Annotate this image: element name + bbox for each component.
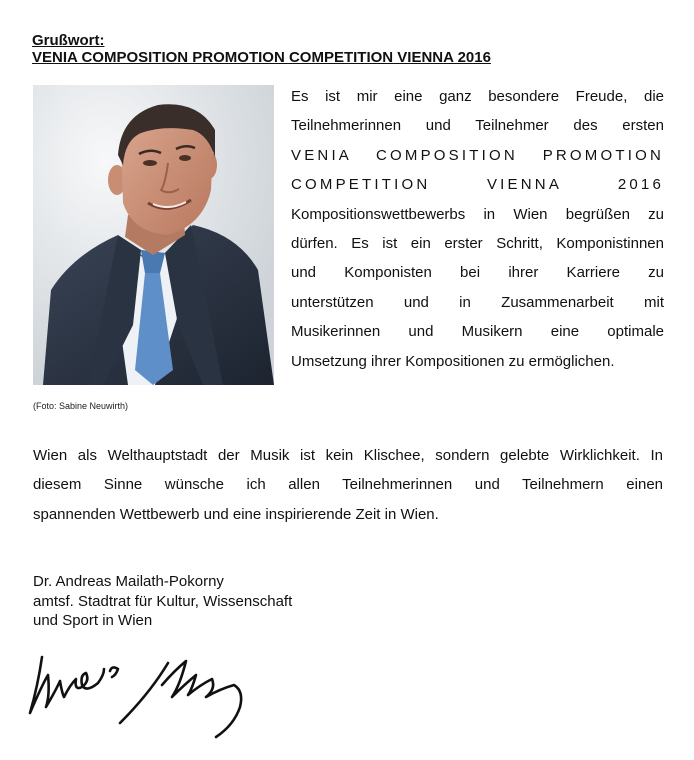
signatory-title-line2: und Sport in Wien	[33, 612, 153, 629]
intro-line: Kompositionswettbewerbs in Wien begrüßen zu	[291, 205, 664, 223]
signatory-name: Dr. Andreas Mailath-Pokorny	[33, 573, 224, 590]
signatory-title-line1: amtsf. Stadtrat für Kultur, Wissenschaft	[33, 592, 293, 610]
intro-line: Musikerinnen und Musikern eine optimale	[291, 323, 664, 341]
portrait-photo	[33, 85, 274, 385]
handwritten-signature	[20, 645, 270, 740]
signatory-block	[33, 572, 292, 631]
intro-line: und Komponisten bei ihrer Karriere zu	[291, 264, 664, 282]
intro-line: Umsetzung ihrer Kompositionen zu ermöglichen.	[291, 352, 615, 370]
body-line: spannenden Wettbewerb und eine inspirierende Zeit in Wien.	[33, 505, 439, 523]
intro-paragraph	[291, 82, 664, 376]
intro-line: COMPETITION VIENNA 2016	[291, 176, 664, 194]
intro-line: Teilnehmerinnen und Teilnehmer des ersten	[291, 117, 664, 135]
intro-line: Es ist mir eine ganz besondere Freude, die	[291, 88, 664, 105]
body-paragraph	[33, 441, 663, 529]
intro-line: dürfen. Es ist ein erster Schritt, Komponistinnen	[291, 235, 664, 253]
heading	[32, 32, 491, 66]
heading-label: Grußwort:	[32, 32, 105, 49]
heading-title: VENIA COMPOSITION PROMOTION COMPETITION VIENNA 2016	[32, 49, 491, 66]
intro-line: VENIA COMPOSITION PROMOTION	[291, 146, 664, 164]
portrait-illustration	[33, 85, 274, 385]
body-line: Wien als Welthauptstadt der Musik ist kein Klischee, sondern gelebte Wirklichkeit. In	[33, 447, 663, 464]
photo-caption: (Foto: Sabine Neuwirth)	[33, 401, 129, 411]
body-line: diesem Sinne wünsche ich allen Teilnehmerinnen und Teilnehmern einen	[33, 476, 663, 494]
intro-line: unterstützen und in Zusammenarbeit mit	[291, 293, 664, 311]
